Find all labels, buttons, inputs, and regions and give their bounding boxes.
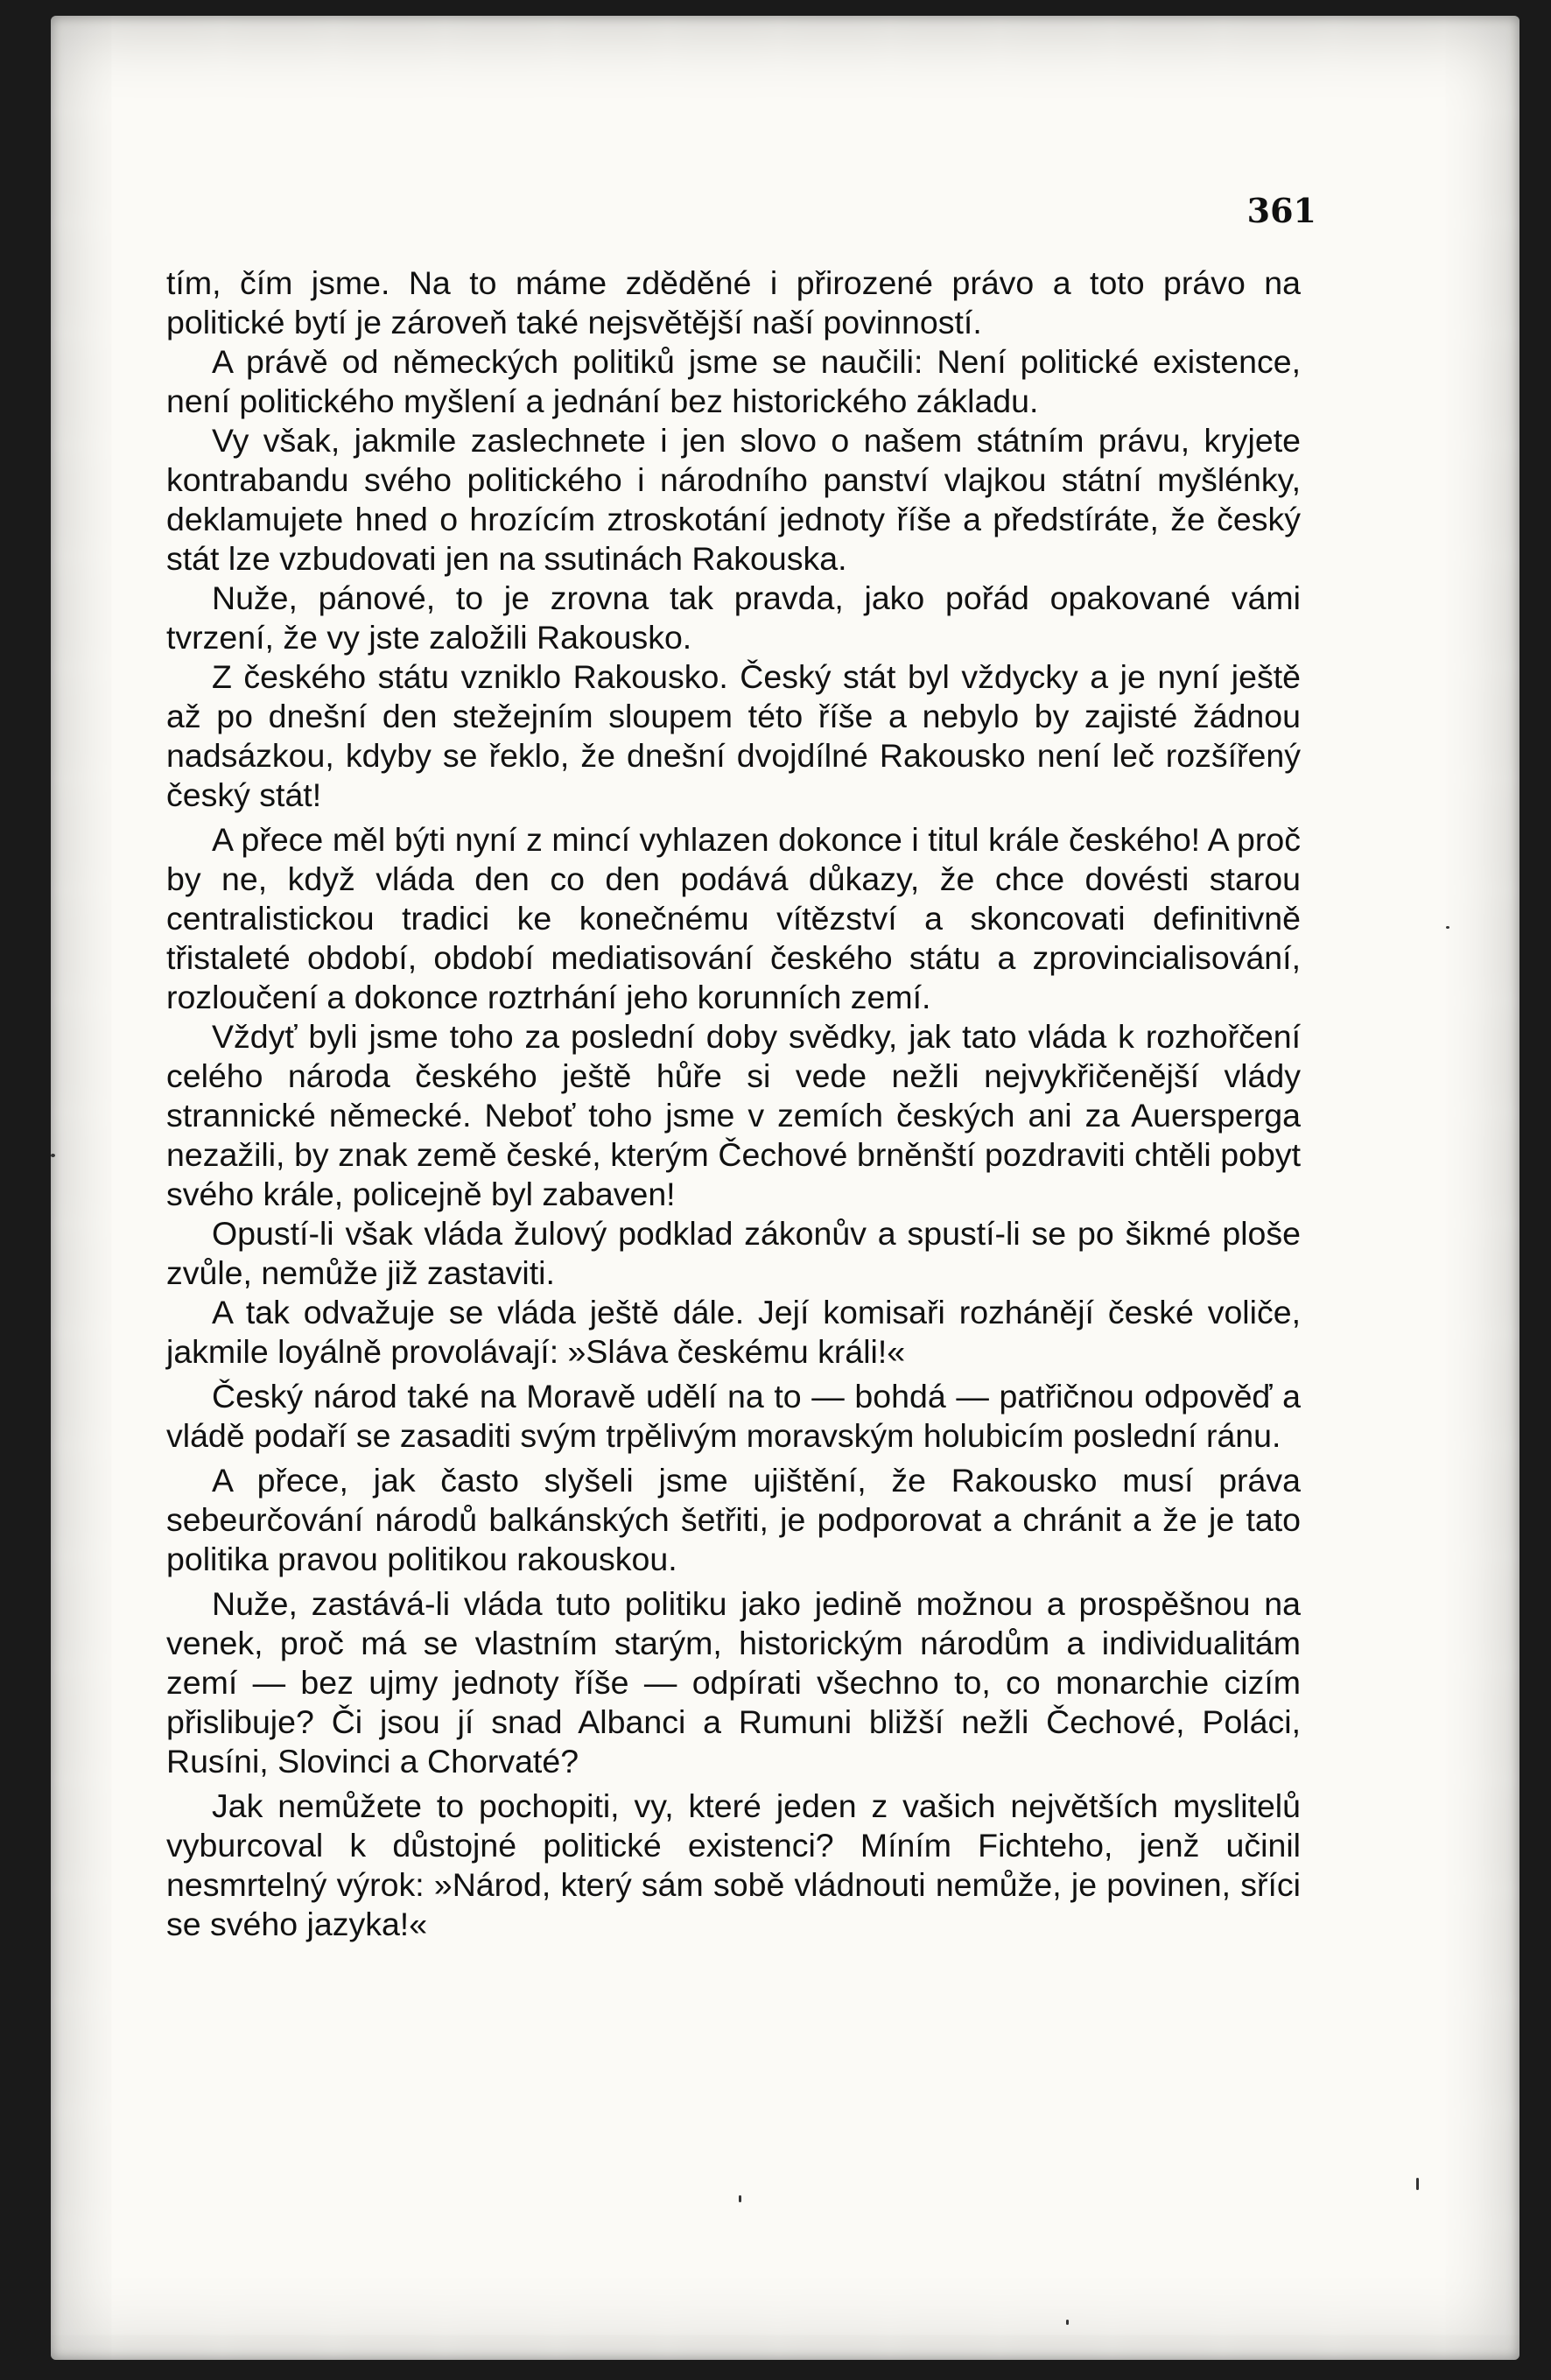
paragraph: A tak odvažuje se vláda ještě dále. Její komisaři rozhánějí české voliče, jakmile loyálně provolávají: »Sláva českému králi!«	[166, 1294, 1301, 1370]
paragraph: tím, čím jsme. Na to máme zděděné i přirozené právo a toto právo na politické bytí je zároveň také nejsvětější naší povinností.	[166, 264, 1301, 341]
paragraph: Vždyť byli jsme toho za poslední doby svědky, jak tato vláda k rozhořčení celého národa českého ještě hůře si vede nežli nejvykřičenější vlády strannické německé. Neboť toho jsme v zemích českých ani za Auersperga nezažili, by znak země české, kterým Čechové brněnští pozdraviti chtěli pobyt svého krále, policejně byl zabaven!	[166, 1018, 1301, 1212]
paragraph: Opustí-li však vláda žulový podklad zákonův a spustí-li se po šikmé ploše zvůle, nemůže již zastaviti.	[166, 1215, 1301, 1291]
paragraph: Jak nemůžete to pochopiti, vy, které jeden z vašich největších myslitelů vyburcoval k důstojné politické existenci? Míním Fichteho, jenž učinil nesmrtelný výrok: »Národ, který sám sobě vládnouti nemůže, je povinen, sříci se svého jazyka!«	[166, 1787, 1301, 1942]
paragraph: Vy však, jakmile zaslechnete i jen slovo o našem státním právu, kryjete kontrabandu svého politického i národního panství vlajkou státní myšlénky, deklamujete hned o hrozícím ztroskotání jednoty říše a předstíráte, že český stát lze vzbudovati jen na ssutinách Rakouska.	[166, 422, 1301, 577]
paragraph: Z českého státu vzniklo Rakousko. Český stát byl vždycky a je nyní ještě až po dnešní den stežejním sloupem této říše a nebylo by zajisté žádnou nadsázkou, kdyby se řeklo, že dnešní dvojdílné Rakousko není leč rozšířený český stát!	[166, 658, 1301, 813]
paper-speck	[1446, 926, 1449, 929]
paragraph: Český národ také na Moravě udělí na to — bohdá — patřičnou odpověď a vládě podaří se zasaditi svým trpělivým moravským holubicím poslední ránu.	[166, 1378, 1301, 1454]
paragraph: A přece, jak často slyšeli jsme ujištění, že Rakousko musí práva sebeurčování národů balkánských šetřiti, je podporovat a chránit a že je tato politika pravou politikou rakouskou.	[166, 1462, 1301, 1577]
paper-speck	[51, 1154, 55, 1157]
paper-speck	[1066, 2320, 1069, 2325]
paper-speck	[739, 2195, 741, 2202]
paragraph: A právě od německých politiků jsme se naučili: Není politické existence, není politického myšlení a jednání bez historického základu.	[166, 343, 1301, 419]
paragraph: A přece měl býti nyní z mincí vyhlazen dokonce i titul krále českého! A proč by ne, když vláda den co den podává důkazy, že chce dovésti starou centralistickou tradici ke konečnému vítězství a skoncovati definitivně třistaleté období, období mediatisování českého státu a zprovincialisování, rozloučení a dokonce roztrhání jeho korunních zemí.	[166, 821, 1301, 1015]
book-page	[51, 16, 1519, 2360]
page-number: 361	[1246, 191, 1316, 230]
paragraph: Nuže, pánové, to je zrovna tak pravda, jako pořád opakované vámi tvrzení, že vy jste založili Rakousko.	[166, 579, 1301, 656]
body-text	[166, 263, 1301, 1944]
paper-speck	[1416, 2178, 1419, 2190]
paragraph: Nuže, zastává-li vláda tuto politiku jako jedině možnou a prospěšnou na venek, proč má se vlastním starým, historickým národům a individualitám zemí — bez ujmy jednoty říše — odpírati všechno to, co monarchie cizím přislibuje? Či jsou jí snad Albanci a Rumuni bližší nežli Čechové, Poláci, Rusíni, Slovinci a Chorvaté?	[166, 1585, 1301, 1780]
